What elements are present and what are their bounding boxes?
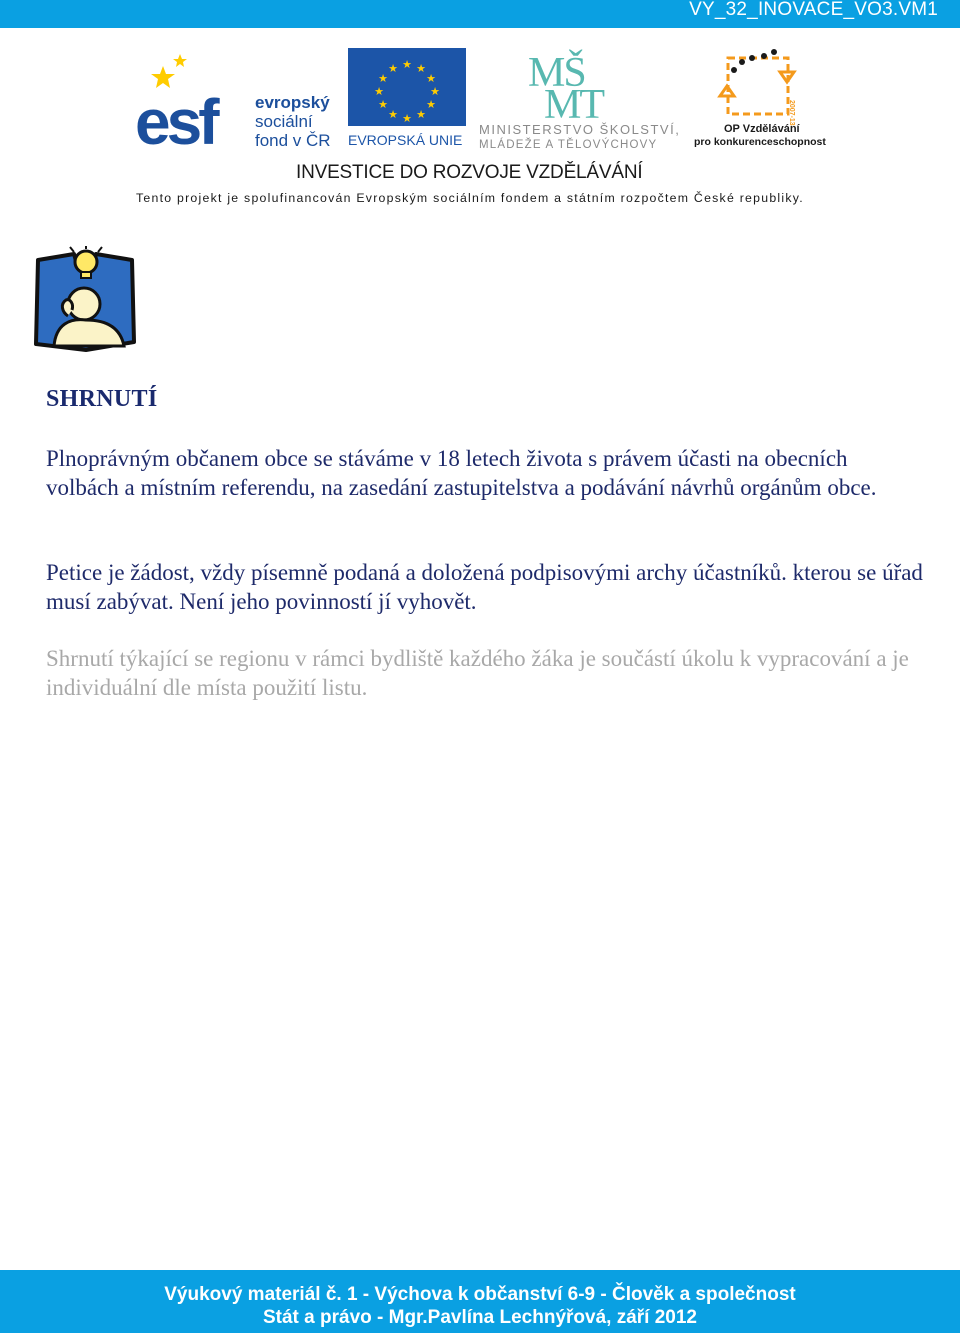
- svg-text:MŠ: MŠ: [528, 50, 585, 96]
- summary-paragraph-1: Plnoprávným občanem obce se stáváme v 18 letech života s právem účasti na obecních volbách a místním referendu, na zasedání zastupitelstva a podávání návrhů orgánům obce.: [46, 446, 877, 500]
- summary-paragraph-3: Shrnutí týkající se regionu v rámci bydliště každého žáka je součástí úkolu k vypracování a je individuální dle místa použití listu.: [46, 646, 909, 700]
- svg-text:★: ★: [402, 112, 412, 125]
- esf-mark: esf: [135, 86, 216, 148]
- svg-text:★: ★: [378, 98, 388, 111]
- esf-line3: fond v ČR: [255, 131, 331, 148]
- esf-logo: [135, 48, 340, 148]
- svg-text:★: ★: [374, 85, 384, 98]
- esf-line1: evropský: [255, 93, 330, 112]
- op-logo: [690, 46, 830, 151]
- top-bar: [0, 0, 960, 28]
- svg-text:★: ★: [416, 62, 426, 75]
- footer-line-2: Stát a právo - Mgr.Pavlína Lechnýřová, září 2012: [262, 1307, 697, 1328]
- banner-title: INVESTICE DO ROZVOJE VZDĚLÁVÁNÍ: [296, 162, 643, 183]
- svg-text:★: ★: [430, 85, 440, 98]
- svg-text:★: ★: [388, 108, 398, 121]
- summary-heading: SHRNUTÍ: [46, 386, 158, 412]
- svg-text:★: ★: [426, 72, 436, 85]
- op-line2: pro konkurenceschopnost: [694, 136, 826, 148]
- svg-text:★: ★: [426, 98, 436, 111]
- document-code: VY_32_INOVACE_VO3.VM1: [689, 0, 938, 20]
- funding-note: Tento projekt je spolufinancován Evropským sociálním fondem a státním rozpočtem České republiky.: [136, 191, 804, 205]
- msmt-line2: MLÁDEŽE A TĚLOVÝCHOVY: [479, 139, 658, 151]
- eu-flag-logo: [348, 48, 468, 148]
- msmt-logo: [478, 46, 688, 151]
- logo-banner: [0, 40, 960, 210]
- svg-text:★: ★: [402, 58, 412, 71]
- svg-text:★: ★: [416, 108, 426, 121]
- idea-clipart-icon: [34, 246, 138, 352]
- summary-paragraph-2: Petice je žádost, vždy písemně podaná a doložená podpisovými archy účastníků. kterou se úřad musí zabývat. Není jeho povinností jí vyhovět.: [46, 560, 923, 614]
- op-line1: OP Vzdělávání: [724, 123, 800, 135]
- svg-text:MT: MT: [544, 82, 603, 128]
- svg-text:★: ★: [378, 72, 388, 85]
- op-years: 2007-13: [788, 100, 795, 126]
- eu-label: EVROPSKÁ UNIE: [348, 132, 463, 148]
- footer-line-1: Výukový materiál č. 1 - Výchova k občanství 6-9 - Člověk a společnost: [164, 1284, 796, 1305]
- svg-text:★: ★: [388, 62, 398, 75]
- esf-line2: sociální: [255, 112, 313, 131]
- footer-bar: [0, 1270, 960, 1333]
- msmt-line1: MINISTERSTVO ŠKOLSTVÍ,: [479, 122, 681, 137]
